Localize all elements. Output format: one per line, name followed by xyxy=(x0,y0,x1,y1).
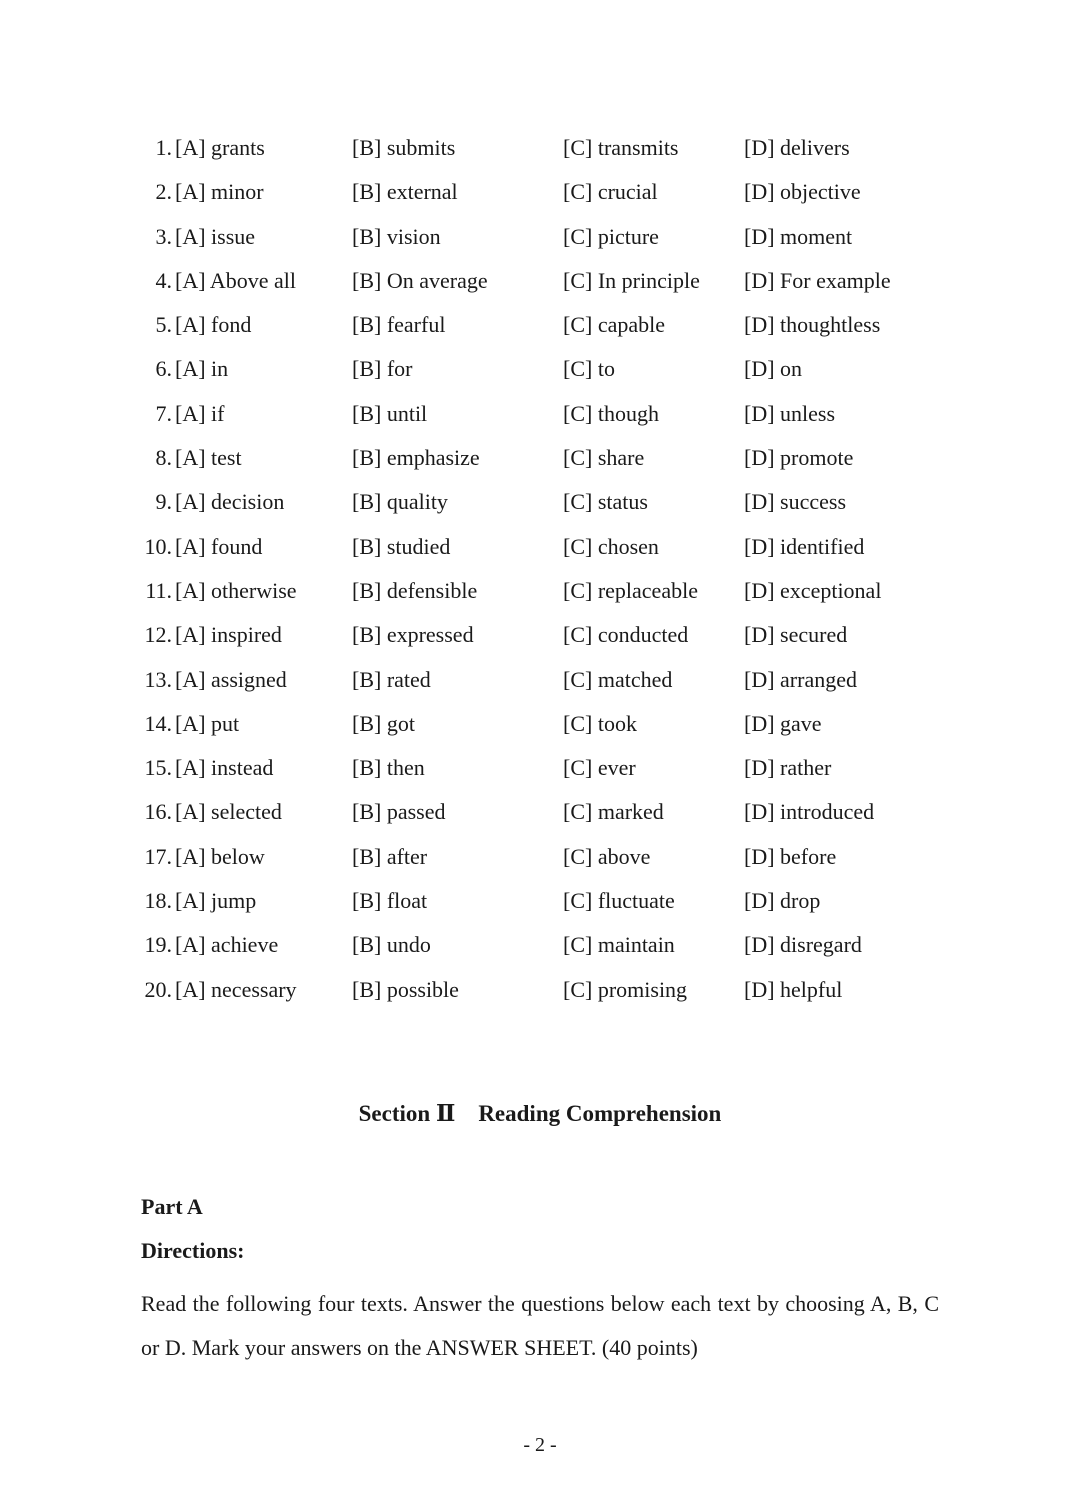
option-a: [A] found xyxy=(175,533,263,559)
option-a: [A] minor xyxy=(175,179,264,205)
question-number: 19. xyxy=(144,932,172,958)
option-c: [C] maintain xyxy=(563,932,675,958)
option-c: [C] ever xyxy=(563,755,636,781)
option-b: [B] quality xyxy=(352,489,448,515)
question-row xyxy=(0,128,1080,172)
option-d: [D] helpful xyxy=(744,976,843,1002)
option-a: [A] otherwise xyxy=(175,577,297,603)
option-b: [B] submits xyxy=(352,135,456,160)
option-c: [C] took xyxy=(563,710,637,736)
option-d: [D] arranged xyxy=(744,666,857,692)
question-row xyxy=(0,482,1080,526)
option-d: [D] on xyxy=(744,356,803,382)
option-a: [A] instead xyxy=(175,755,274,781)
option-d: [D] success xyxy=(744,489,847,515)
option-b: [B] after xyxy=(352,843,428,869)
option-c: [C] In principle xyxy=(563,267,700,293)
option-b: [B] external xyxy=(352,179,458,205)
question-number: 13. xyxy=(144,666,172,692)
question-number: 3. xyxy=(155,223,172,249)
option-c: [C] fluctuate xyxy=(563,888,675,914)
option-a: [A] below xyxy=(175,843,265,869)
directions-heading: Directions: xyxy=(141,1238,245,1263)
option-a: [A] assigned xyxy=(175,666,287,692)
option-a: [A] if xyxy=(175,400,225,426)
option-c: [C] picture xyxy=(563,223,659,249)
question-row xyxy=(0,660,1080,704)
question-number: 11. xyxy=(145,577,172,603)
option-c: [C] matched xyxy=(563,666,673,692)
option-d: [D] objective xyxy=(744,179,861,205)
option-c: [C] crucial xyxy=(563,179,658,205)
option-c: [C] above xyxy=(563,843,651,869)
question-row xyxy=(0,217,1080,261)
question-number: 6. xyxy=(155,356,172,382)
question-row xyxy=(0,792,1080,836)
option-b: [B] undo xyxy=(352,932,431,958)
question-number: 7. xyxy=(155,400,172,426)
option-c: [C] status xyxy=(563,489,648,515)
option-d: [D] moment xyxy=(744,223,853,249)
page-number: - 2 - xyxy=(523,1434,557,1456)
option-d: [D] delivers xyxy=(744,135,850,160)
question-row xyxy=(0,305,1080,349)
option-c: [C] though xyxy=(563,400,659,426)
question-number: 15. xyxy=(144,755,172,781)
question-number: 17. xyxy=(144,843,172,869)
option-d: [D] exceptional xyxy=(744,577,882,603)
option-c: [C] transmits xyxy=(563,135,679,160)
question-row xyxy=(0,261,1080,305)
option-a: [A] put xyxy=(175,710,240,736)
option-a: [A] jump xyxy=(175,888,257,914)
question-number: 1. xyxy=(155,135,172,160)
section-title: Section Ⅱ Reading Comprehension xyxy=(358,1101,722,1126)
question-number: 2. xyxy=(155,179,172,205)
question-number: 12. xyxy=(144,622,172,648)
option-c: [C] conducted xyxy=(563,622,689,648)
question-number: 14. xyxy=(144,710,172,736)
option-b: [B] rated xyxy=(352,666,431,692)
option-b: [B] until xyxy=(352,400,428,426)
option-c: [C] chosen xyxy=(563,533,659,559)
question-row xyxy=(0,527,1080,571)
option-c: [C] capable xyxy=(563,312,665,338)
question-row xyxy=(0,881,1080,925)
option-b: [B] got xyxy=(352,710,415,736)
option-c: [C] share xyxy=(563,445,645,471)
question-number: 20. xyxy=(144,976,172,1002)
question-number: 9. xyxy=(155,489,172,515)
question-number: 10. xyxy=(144,533,172,559)
question-number: 18. xyxy=(144,888,172,914)
option-d: [D] gave xyxy=(744,710,822,736)
question-row xyxy=(0,837,1080,881)
option-d: [D] identified xyxy=(744,533,865,559)
option-a: [A] grants xyxy=(175,135,265,160)
option-a: [A] decision xyxy=(175,489,285,515)
option-b: [B] fearful xyxy=(352,312,446,338)
answer-options-list xyxy=(0,128,1080,1014)
part-label: Part A xyxy=(141,1194,203,1219)
option-c: [C] marked xyxy=(563,799,664,825)
question-row xyxy=(0,970,1080,1014)
option-d: [D] thoughtless xyxy=(744,312,881,338)
option-d: [D] disregard xyxy=(744,932,862,958)
question-number: 8. xyxy=(155,445,172,471)
option-a: [A] selected xyxy=(175,799,282,825)
option-a: [A] achieve xyxy=(175,932,279,958)
option-b: [B] expressed xyxy=(352,622,474,648)
question-row xyxy=(0,394,1080,438)
option-b: [B] vision xyxy=(352,223,441,249)
option-a: [A] inspired xyxy=(175,622,282,648)
option-a: [A] fond xyxy=(175,312,252,338)
question-row xyxy=(0,704,1080,748)
option-b: [B] defensible xyxy=(352,577,478,603)
option-d: [D] rather xyxy=(744,755,832,781)
option-a: [A] necessary xyxy=(175,976,297,1002)
question-number: 16. xyxy=(144,799,172,825)
option-d: [D] For example xyxy=(744,267,891,293)
option-b: [B] emphasize xyxy=(352,445,480,471)
option-b: [B] possible xyxy=(352,976,459,1002)
option-b: [B] for xyxy=(352,356,413,382)
question-row xyxy=(0,615,1080,659)
option-b: [B] On average xyxy=(352,267,488,293)
option-c: [C] promising xyxy=(563,976,688,1002)
question-row xyxy=(0,438,1080,482)
option-d: [D] promote xyxy=(744,445,854,471)
question-row xyxy=(0,925,1080,969)
option-b: [B] studied xyxy=(352,533,451,559)
option-a: [A] in xyxy=(175,356,229,382)
question-row xyxy=(0,571,1080,615)
option-b: [B] then xyxy=(352,755,425,781)
option-a: [A] Above all xyxy=(175,267,296,293)
option-a: [A] test xyxy=(175,445,242,471)
directions-text: Read the following four texts. Answer the questions below each text by choosing A, B, C or D. Mark your answers on the ANSWER SHEET. (40 points) xyxy=(141,1291,939,1360)
option-b: [B] float xyxy=(352,888,428,914)
option-d: [D] introduced xyxy=(744,799,875,825)
option-a: [A] issue xyxy=(175,223,256,249)
option-d: [D] unless xyxy=(744,400,836,426)
question-row xyxy=(0,349,1080,393)
question-row xyxy=(0,172,1080,216)
question-row xyxy=(0,748,1080,792)
question-number: 4. xyxy=(155,267,172,293)
question-number: 5. xyxy=(155,312,172,338)
option-d: [D] drop xyxy=(744,888,821,914)
option-c: [C] to xyxy=(563,356,615,382)
option-c: [C] replaceable xyxy=(563,577,698,603)
option-d: [D] secured xyxy=(744,622,848,648)
option-b: [B] passed xyxy=(352,799,446,825)
option-d: [D] before xyxy=(744,843,837,869)
